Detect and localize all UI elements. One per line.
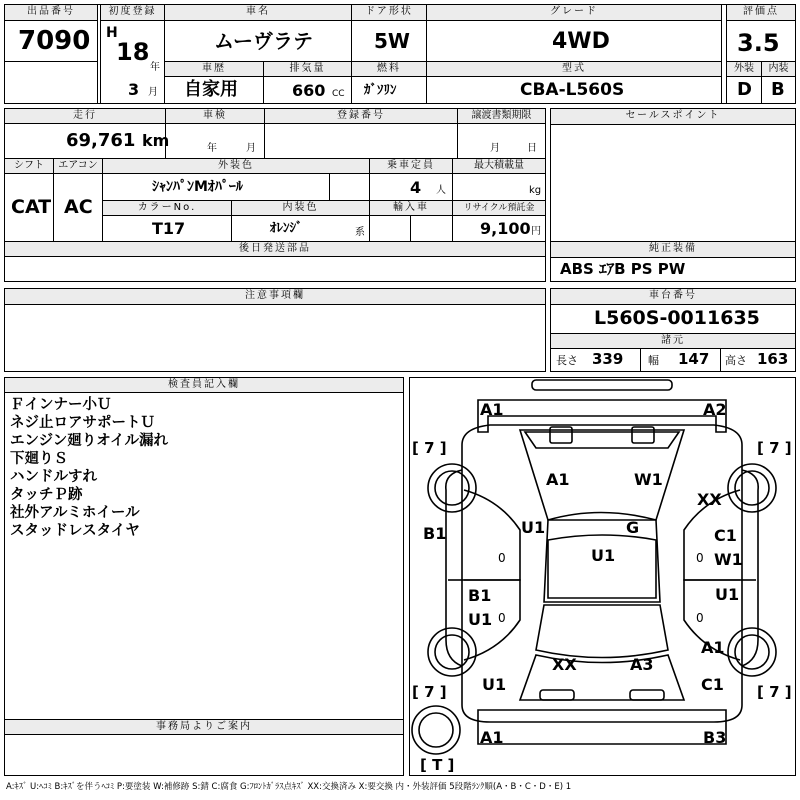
- mileage-label: 走行: [4, 108, 166, 124]
- insp-year-unit: 年: [207, 143, 217, 154]
- year-unit: 年: [150, 62, 160, 73]
- mark: 0: [498, 551, 506, 565]
- mark: 0: [696, 611, 704, 625]
- score-label: 評価点: [726, 4, 796, 21]
- mark: B3: [703, 728, 727, 747]
- tire-rr: [ 7 ]: [757, 683, 792, 701]
- month-unit: 月: [148, 87, 158, 98]
- chassis-label: 車台番号: [550, 288, 796, 305]
- mark: 0: [498, 611, 506, 625]
- capacity-label: 乗車定員: [369, 158, 453, 174]
- rear-lamp-right: [630, 690, 664, 700]
- mark: U1: [591, 546, 616, 565]
- inspector-note: 社外アルミホイール: [10, 505, 140, 521]
- mark: C1: [714, 526, 737, 545]
- sales-label: セールスポイント: [550, 108, 796, 125]
- first-reg-label: 初度登録: [100, 4, 165, 21]
- tire-spare: [ T ]: [420, 756, 455, 774]
- dims-label: 諸元: [550, 333, 796, 349]
- inspector-note: ネジ止ロアサポートＵ: [10, 415, 155, 431]
- color-no-label: カラーNo.: [102, 200, 232, 216]
- recycle-label: リサイクル預託金: [452, 200, 546, 216]
- mark: U1: [715, 585, 740, 604]
- recycle: 9,100: [480, 219, 531, 238]
- mark: U1: [468, 610, 493, 629]
- grade: 4WD: [552, 29, 610, 54]
- history-label: 車歴: [164, 61, 264, 77]
- mark: A1: [546, 470, 570, 489]
- displacement-label: 排気量: [263, 61, 352, 77]
- rear-bumper: [478, 710, 727, 747]
- displacement-unit: CC: [332, 89, 345, 99]
- car-name-label: 車名: [164, 4, 352, 21]
- int-color-label: 内装色: [231, 200, 370, 216]
- height-label: 高さ: [725, 354, 747, 367]
- interior: B: [771, 79, 785, 100]
- length-label: 長さ: [556, 354, 578, 367]
- inspector-note: Ｆインナー小Ｕ: [10, 397, 112, 413]
- mark: B1: [468, 586, 492, 605]
- exterior: D: [737, 79, 752, 100]
- inspection-label: 車検: [165, 108, 265, 124]
- history: 自家用: [184, 79, 238, 100]
- width-label: 幅: [648, 354, 659, 367]
- height: 163: [757, 350, 789, 368]
- mark: U1: [482, 675, 507, 694]
- displacement: 660: [292, 81, 326, 100]
- roof: [548, 535, 656, 598]
- car-name: ムーヴラテ: [214, 29, 313, 53]
- office-label: 事務局よりご案内: [4, 719, 404, 735]
- mark: A1: [701, 638, 725, 657]
- fuel: ｶﾞｿﾘﾝ: [364, 83, 397, 98]
- score: 3.5: [737, 29, 780, 57]
- door: 5W: [374, 29, 410, 53]
- windshield: [525, 432, 679, 448]
- era: H: [106, 25, 118, 41]
- mark: A1: [480, 400, 504, 419]
- ac: AC: [64, 196, 93, 218]
- shift: CAT: [11, 196, 52, 218]
- top-bar: [532, 380, 672, 390]
- ext-color-label: 外装色: [102, 158, 370, 174]
- model-label: 型式: [426, 61, 722, 77]
- notes-label: 注意事項欄: [4, 288, 546, 305]
- int-color: ｵﾚﾝｼﾞ: [270, 221, 303, 236]
- inspector-note: ハンドルすれ: [10, 469, 97, 485]
- insp-month-unit: 月: [246, 143, 256, 154]
- rear-glass: [536, 605, 668, 658]
- left-side-front: [464, 490, 520, 580]
- equip: ABS ｴｱB PS PW: [560, 260, 686, 278]
- chassis: L560S-0011635: [594, 307, 760, 329]
- mark: XX: [697, 490, 722, 509]
- rear-deck: [520, 655, 684, 700]
- mark: A1: [480, 728, 504, 747]
- equip-label: 純正装備: [550, 241, 796, 258]
- inspector-label: 検査員記入欄: [4, 377, 404, 393]
- mark: U1: [521, 518, 546, 537]
- capacity: 4: [410, 178, 422, 197]
- door-label: ドア形状: [351, 4, 427, 21]
- legend: A:ｷｽﾞ U:ﾍｺﾐ B:ｷｽﾞを伴うﾍｺﾐ P:要塗装 W:補修跡 S:錆 C:腐食 G:ﾌﾛﾝﾄｶﾞﾗｽ点ｷｽﾞ XX:交換済み X:要交換 内・外装評価 5段階ﾗﾝｸ順(A・B・C・D・E) 1: [6, 782, 572, 792]
- mark: XX: [552, 655, 577, 674]
- tire-fr: [ 7 ]: [757, 439, 792, 457]
- ext-color: ｼｬﾝﾊﾟﾝMｵﾊﾟｰﾙ: [152, 179, 243, 195]
- inspector-note: エンジン廻りオイル漏れ: [10, 433, 169, 449]
- mark: G: [626, 518, 640, 537]
- mark: B1: [423, 524, 447, 543]
- mark: A3: [630, 655, 654, 674]
- reg-no-label: 登録番号: [264, 108, 458, 124]
- recycle-unit: 円: [531, 226, 541, 237]
- int-color-unit: 系: [355, 227, 365, 238]
- transfer-label: 譲渡書類期限: [457, 108, 546, 124]
- length: 339: [592, 350, 624, 368]
- ac-label: エアコン: [53, 158, 103, 174]
- inspector-note: 下廻りＳ: [10, 451, 68, 467]
- lot-no: 7090: [18, 26, 91, 56]
- shift-label: シフト: [4, 158, 54, 174]
- inspector-note: タッチＰ跡: [10, 487, 83, 503]
- reg-month: 3: [128, 80, 140, 99]
- reg-year: 18: [116, 38, 150, 66]
- load-unit: kg: [529, 185, 542, 196]
- lot-no-label: 出品番号: [4, 4, 98, 21]
- grade-label: グレード: [426, 4, 722, 21]
- model: CBA-L560S: [520, 80, 625, 100]
- inspector-note: スタッドレスタイヤ: [10, 523, 140, 539]
- tire-rl: [ 7 ]: [412, 683, 447, 701]
- mark: C1: [701, 675, 724, 694]
- load-label: 最大積載量: [452, 158, 546, 174]
- front-bumper: [478, 400, 726, 432]
- tire-fl: [ 7 ]: [412, 439, 447, 457]
- mark: A2: [703, 400, 727, 419]
- import-label: 輸入車: [369, 200, 453, 216]
- tr-month-unit: 月: [490, 143, 500, 154]
- rear-lamp-left: [540, 690, 574, 700]
- mileage-unit: km: [142, 131, 170, 150]
- mileage: 69,761: [66, 130, 136, 151]
- exterior-label: 外装: [726, 61, 762, 77]
- interior-label: 内装: [761, 61, 796, 77]
- later-parts-label: 後日発送部品: [4, 241, 546, 257]
- mark: 0: [696, 551, 704, 565]
- width: 147: [678, 350, 710, 368]
- fuel-label: 燃料: [351, 61, 427, 77]
- capacity-unit: 人: [436, 185, 446, 196]
- mark: W1: [634, 470, 663, 489]
- tr-day-unit: 日: [527, 143, 537, 154]
- mark: W1: [714, 550, 743, 569]
- color-no: T17: [152, 219, 186, 238]
